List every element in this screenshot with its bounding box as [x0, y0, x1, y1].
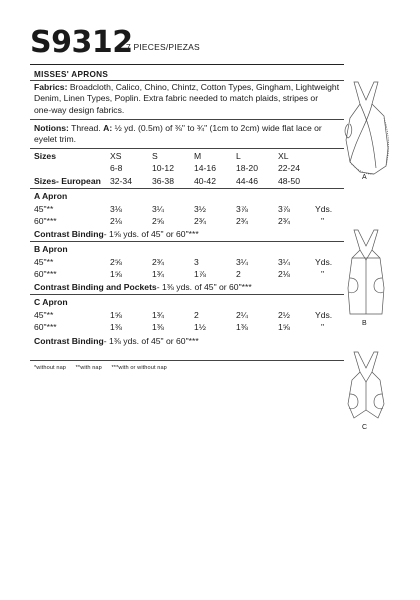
- divider: [30, 241, 344, 242]
- size-name: XS: [110, 151, 122, 161]
- yardage: 2: [236, 269, 241, 279]
- apron-b-illustration: [340, 226, 392, 324]
- yardage: 2½: [278, 310, 290, 320]
- size-range: 14-16: [194, 163, 216, 173]
- notions-line-1: ½ yd. (0.5m) of ⅜" to ¾" (1cm to 2cm) wide flat lace or: [112, 123, 322, 133]
- fabrics-line-2: Denim, Linen Types, Poplin. Extra fabric needed to match plaids, stripes or: [34, 93, 319, 104]
- footnotes: [34, 365, 175, 371]
- yardage: 3½: [194, 204, 206, 214]
- binding-text: - 1⅜ yds. of 45" or 60"***: [156, 282, 252, 292]
- unit: Yds.: [315, 310, 333, 320]
- size-name: M: [194, 151, 202, 161]
- binding-label: Contrast Binding and Pockets: [34, 282, 157, 292]
- unit: ": [321, 216, 325, 226]
- notions-label: Notions:: [34, 123, 69, 133]
- yardage: 1⅝: [110, 310, 122, 320]
- fabric-width: 60"***: [34, 322, 57, 332]
- size-name: S: [152, 151, 158, 161]
- pieces-count: 7 PIECES/PIEZAS: [126, 42, 200, 52]
- divider: [30, 294, 344, 295]
- apron-a-45-row: [34, 204, 344, 215]
- yardage: 1½: [194, 322, 206, 332]
- yardage: 1⅜: [236, 322, 248, 332]
- yardage: 1⅝: [278, 322, 290, 332]
- fabrics-paragraph: [34, 82, 344, 116]
- apron-c-label: C: [362, 424, 368, 431]
- apron-b-60-row: [34, 269, 344, 280]
- page-title: MISSES' APRONS: [34, 70, 109, 79]
- yardage: 3¼: [278, 257, 290, 267]
- yardage: 2⅛: [278, 269, 290, 279]
- unit: ": [321, 322, 325, 332]
- yardage: 2⅛: [110, 216, 122, 226]
- yardage: 1¾: [152, 310, 164, 320]
- apron-b-45-row: [34, 257, 344, 268]
- apron-c-title: C Apron: [34, 297, 68, 307]
- fabric-width: 45"**: [34, 310, 54, 320]
- size-range: 22-24: [278, 163, 300, 173]
- yardage: 3⅞: [236, 204, 248, 214]
- unit: Yds.: [315, 204, 333, 214]
- yardage: 1¾: [152, 269, 164, 279]
- size-european: 48-50: [278, 176, 300, 186]
- size-european: 44-46: [236, 176, 258, 186]
- divider: [30, 360, 344, 361]
- binding-label: Contrast Binding: [34, 229, 104, 239]
- apron-b-binding: [34, 282, 252, 292]
- yardage: 2: [194, 310, 199, 320]
- yardage: 2¾: [236, 216, 248, 226]
- notions-thread: Thread.: [68, 123, 104, 133]
- yardage: 3⅞: [278, 204, 290, 214]
- apron-c-45-row: [34, 310, 344, 321]
- sizes-label: Sizes: [34, 151, 56, 161]
- size-name: XL: [278, 151, 289, 161]
- footnote: **with nap: [75, 365, 102, 371]
- yardage: 1⅞: [194, 269, 206, 279]
- yardage: 3¼: [236, 257, 248, 267]
- sizes-european-label: Sizes- European: [34, 176, 101, 186]
- yardage: 3⅛: [110, 204, 122, 214]
- size-european: 32-34: [110, 176, 132, 186]
- yardage: 1⅝: [110, 269, 122, 279]
- notions-paragraph: [34, 123, 344, 146]
- notions-view-a: A:: [103, 123, 113, 133]
- footnote: *without nap: [34, 365, 66, 371]
- sizes-european-row: [34, 176, 344, 187]
- yardage: 2¾: [152, 257, 164, 267]
- apron-b-title: B Apron: [34, 244, 68, 254]
- yardage: 2¾: [194, 216, 206, 226]
- fabric-width: 60"***: [34, 216, 57, 226]
- yardage: 2¾: [278, 216, 290, 226]
- fabric-width: 60"***: [34, 269, 57, 279]
- binding-text: - 1⅜ yds. of 45" or 60"***: [103, 336, 199, 346]
- apron-a-60-row: [34, 216, 344, 227]
- sizes-range-row: [34, 163, 344, 174]
- fabric-width: 45"**: [34, 204, 54, 214]
- footnote: ***with or without nap: [111, 365, 167, 371]
- unit: Yds.: [315, 257, 333, 267]
- header: [30, 26, 390, 66]
- divider: [30, 119, 344, 120]
- size-european: 40-42: [194, 176, 216, 186]
- apron-c-illustration: [340, 348, 392, 424]
- notions-line-2: eyelet trim.: [34, 134, 77, 145]
- fabric-width: 45"**: [34, 257, 54, 267]
- unit: ": [321, 269, 325, 279]
- apron-a-illustration: [336, 78, 396, 178]
- size-range: 10-12: [152, 163, 174, 173]
- yardage: 1⅜: [152, 322, 164, 332]
- yardage: 2⅝: [110, 257, 122, 267]
- header-rule: [30, 64, 344, 65]
- apron-c-60-row: [34, 322, 344, 333]
- pattern-number: S9312: [30, 25, 133, 60]
- size-european: 36-38: [152, 176, 174, 186]
- divider: [30, 148, 344, 149]
- apron-a-label: A: [362, 174, 367, 181]
- divider: [30, 188, 344, 189]
- binding-label: Contrast Binding: [34, 336, 104, 346]
- title-rule: [30, 80, 344, 81]
- yardage: 2¼: [236, 310, 248, 320]
- yardage: 1⅜: [110, 322, 122, 332]
- fabrics-line-3: one-way design fabrics.: [34, 104, 125, 115]
- sizes-row: [34, 151, 344, 162]
- size-range: 18-20: [236, 163, 258, 173]
- fabrics-line-1: Broadcloth, Calico, Chino, Chintz, Cotton Types, Gingham, Lightweight: [69, 82, 340, 92]
- fabrics-label: Fabrics:: [34, 82, 68, 92]
- apron-b-label: B: [362, 320, 367, 327]
- yardage: 2⅝: [152, 216, 164, 226]
- yardage: 3: [194, 257, 199, 267]
- yardage: 3¼: [152, 204, 164, 214]
- size-range: 6-8: [110, 163, 123, 173]
- apron-a-title: A Apron: [34, 191, 68, 201]
- binding-text: - 1⅝ yds. of 45" or 60"***: [103, 229, 199, 239]
- apron-a-binding: [34, 229, 199, 239]
- apron-c-binding: [34, 336, 199, 346]
- size-name: L: [236, 151, 241, 161]
